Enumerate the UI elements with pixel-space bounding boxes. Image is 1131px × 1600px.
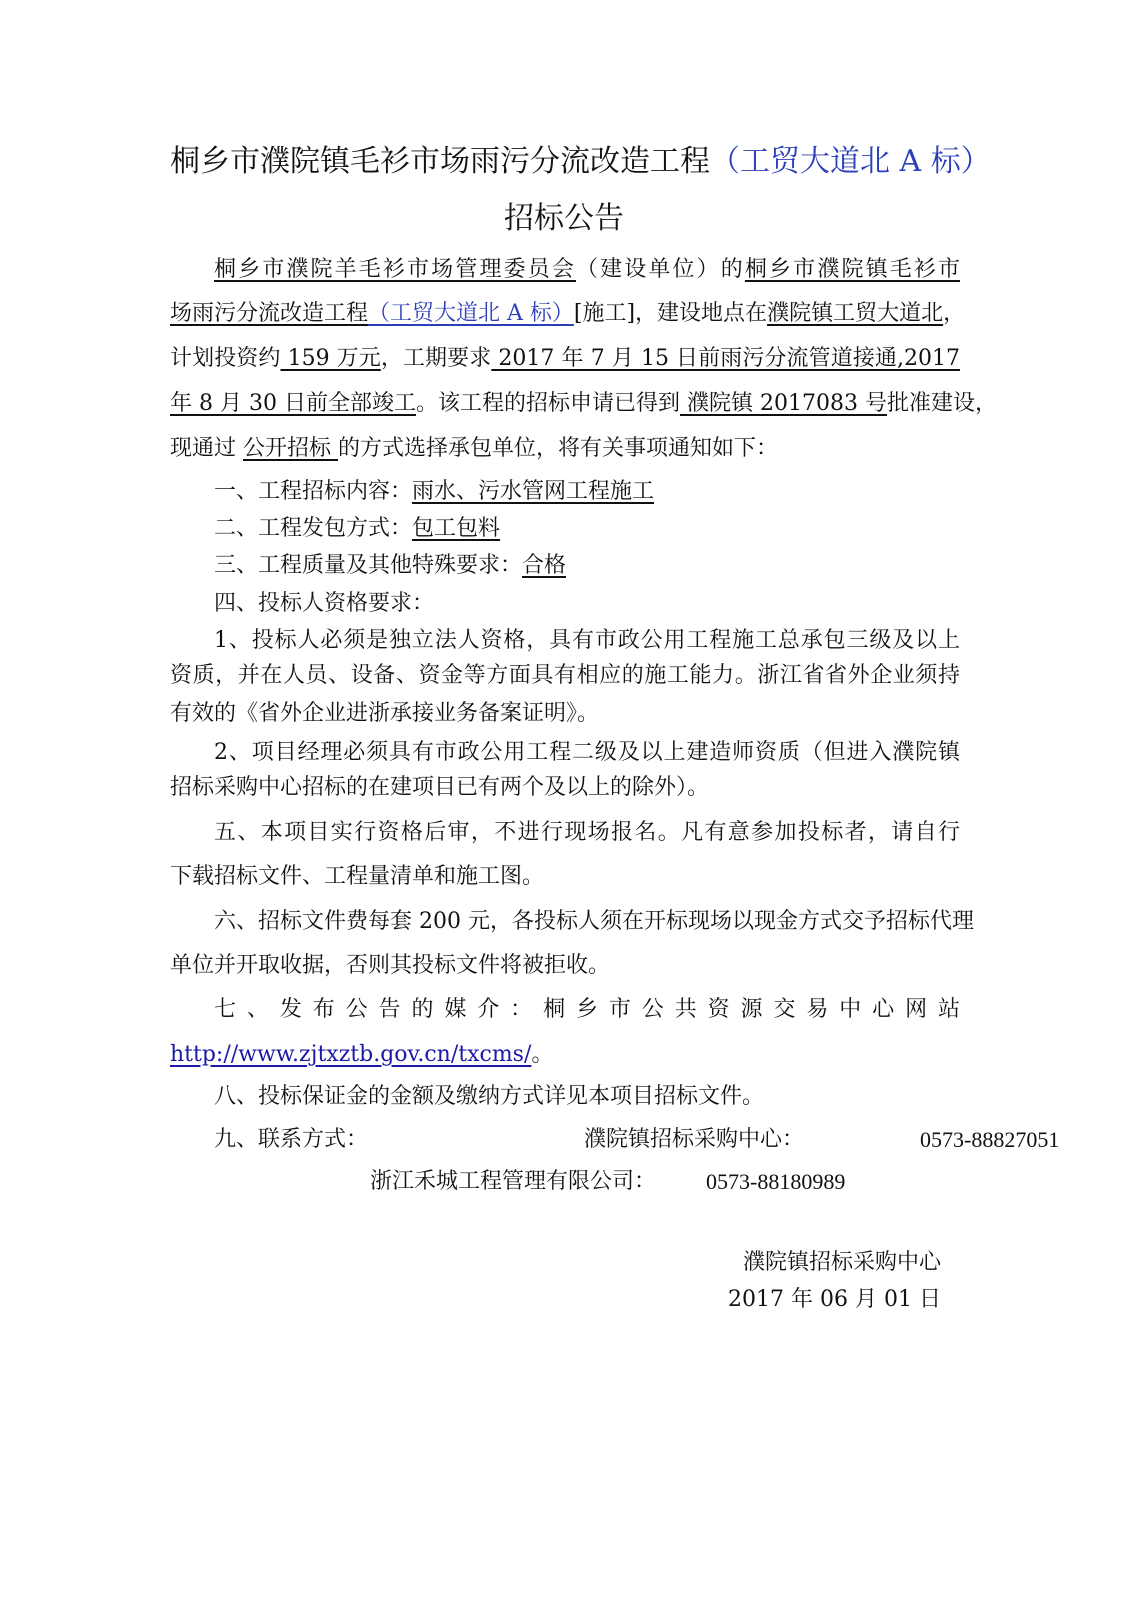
- title-paren: （工贸大道北 A 标）: [710, 144, 991, 179]
- item-1: [214, 476, 960, 508]
- qualification-1-line-1: 1、投标人必须是独立法人资格，具有市政公用工程施工总承包三级及以上: [214, 628, 960, 653]
- period-value-a: 2017 年 7 月 15 日前雨污分流管道接通,2017: [491, 346, 960, 371]
- period-value-b: 年 8 月 30 日前全部竣工: [170, 391, 416, 416]
- intro-line-3: [170, 343, 960, 375]
- item-5-line-2: 下载招标文件、工程量清单和施工图。: [170, 864, 545, 889]
- contact-1-phone: 0573-88827051: [920, 1127, 1060, 1152]
- item-3-value: 合格: [522, 553, 567, 578]
- comma: ，: [943, 301, 966, 326]
- item-2: [214, 513, 960, 545]
- signature-date: 2017 年 06 月 01 日: [728, 1287, 941, 1312]
- approval-value: 濮院镇 2017083 号: [679, 391, 887, 416]
- project-name-a: 桐乡市濮院镇毛衫市: [744, 257, 960, 282]
- period-label: ，工期要求: [380, 346, 492, 371]
- item-7-line-1: 七、发布公告的媒介：桐乡市公共资源交易中心网站: [214, 997, 960, 1022]
- invest-label: 计划投资约: [170, 346, 281, 371]
- invest-value: 159 万元: [280, 346, 381, 371]
- document-title-line1: [170, 142, 991, 182]
- title-main: 桐乡市濮院镇毛衫市场雨污分流改造工程: [170, 144, 710, 179]
- item-9-contact-1: [214, 1124, 1060, 1156]
- qualification-2-line-1: 2、项目经理必须具有市政公用工程二级及以上建造师资质（但进入濮院镇: [214, 740, 960, 765]
- method-tail: 的方式选择承包单位，将有关事项通知如下：: [338, 436, 779, 461]
- item-3-label: 三、工程质量及其他特殊要求：: [214, 553, 523, 578]
- intro-line-1: [214, 254, 960, 286]
- project-location: 濮院镇工贸大道北: [767, 301, 944, 326]
- item-7-line-2: [170, 1039, 960, 1071]
- owner-role: （建设单位）的: [575, 257, 745, 282]
- intro-line-4: [170, 388, 997, 420]
- signature-org: 濮院镇招标采购中心: [742, 1250, 941, 1275]
- media-website-link[interactable]: http://www.zjtxztb.gov.cn/txcms/: [170, 1042, 532, 1067]
- approval-tail: 批准建设，: [886, 391, 997, 416]
- method-label: 现通过: [170, 436, 243, 461]
- document-title-line2: 招标公告: [504, 201, 624, 236]
- owner-name: 桐乡市濮院羊毛衫市场管理委员会: [214, 257, 576, 282]
- item-8: 八、投标保证金的金额及缴纳方式详见本项目招标文件。: [214, 1084, 765, 1109]
- item-6-line-1: 六、招标文件费每套 200 元，各投标人须在开标现场以现金方式交予招标代理: [214, 909, 974, 934]
- item-3: [214, 550, 960, 582]
- item-5-line-1: 五、本项目实行资格后审，不进行现场报名。凡有意参加投标者，请自行: [214, 820, 960, 845]
- project-paren: （工贸大道北 A 标）: [368, 301, 574, 326]
- contact-2-name: 浙江禾城工程管理有限公司：: [370, 1169, 657, 1194]
- contact-2-phone: 0573-88180989: [706, 1169, 846, 1194]
- approval-label: 。该工程的招标申请已得到: [415, 391, 680, 416]
- item-1-label: 一、工程招标内容：: [214, 479, 413, 504]
- project-name-b: 场雨污分流改造工程: [170, 301, 369, 326]
- intro-line-2: [170, 298, 966, 330]
- qualification-2-line-2: 招标采购中心招标的在建项目已有两个及以上的除外）。: [170, 775, 710, 800]
- item-1-value: 雨水、污水管网工程施工: [412, 479, 655, 504]
- project-type: [施工]，建设地点在: [573, 301, 768, 326]
- intro-line-5: [170, 433, 960, 465]
- item-2-label: 二、工程发包方式：: [214, 516, 413, 541]
- qualification-1-line-3: 有效的《省外企业进浙承接业务备案证明》。: [170, 701, 600, 726]
- contact-1-name: 濮院镇招标采购中心：: [584, 1127, 805, 1152]
- item-2-value: 包工包料: [412, 516, 501, 541]
- item-6-line-2: 单位并开取收据，否则其投标文件将被拒收。: [170, 953, 611, 978]
- item-7-end: 。: [531, 1042, 554, 1067]
- item-4: 四、投标人资格要求：: [214, 591, 435, 616]
- item-9-label: 九、联系方式：: [214, 1127, 369, 1152]
- qualification-1-line-2: 资质，并在人员、设备、资金等方面具有相应的施工能力。浙江省省外企业须持: [170, 663, 960, 688]
- method-value: 公开招标: [243, 436, 338, 461]
